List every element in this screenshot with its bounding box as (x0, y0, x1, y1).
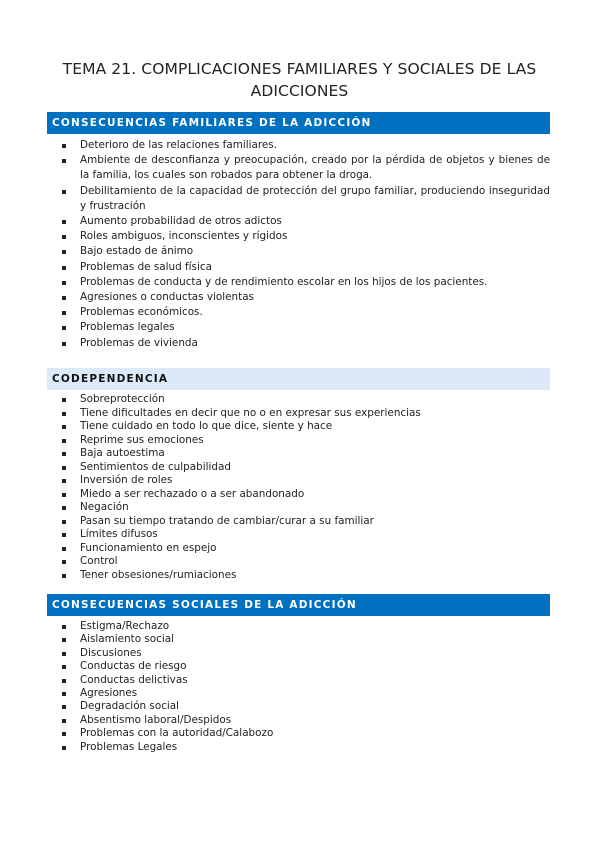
list-item: Problemas con la autoridad/Calabozo (58, 727, 550, 740)
bullet-icon (62, 190, 66, 194)
bullet-icon (62, 493, 66, 497)
list-item: Tener obsesiones/rumiaciones (58, 569, 550, 583)
list-item: Negación (58, 501, 550, 515)
list-item: Agresiones (58, 687, 550, 700)
list-item: Límites difusos (58, 528, 550, 542)
bullet-icon (62, 296, 66, 300)
list-item: Problemas legales (58, 320, 550, 335)
bullet-icon (62, 574, 66, 578)
bullet-icon (62, 250, 66, 254)
bullet-icon (62, 479, 66, 483)
list-item: Aislamiento social (58, 633, 550, 646)
list-item: Roles ambiguos, inconscientes y rígidos (58, 229, 550, 244)
bullet-icon (62, 719, 66, 723)
section-heading-social-consequences: CONSECUENCIAS SOCIALES DE LA ADICCIÓN (47, 594, 550, 616)
list-item: Discusiones (58, 647, 550, 660)
bullet-icon (62, 281, 66, 285)
codependency-list (58, 393, 550, 582)
list-item: Sentimientos de culpabilidad (58, 461, 550, 475)
section-heading-family-consequences: CONSECUENCIAS FAMILIARES DE LA ADICCIÓN (47, 112, 550, 134)
bullet-icon (62, 342, 66, 346)
bullet-icon (62, 144, 66, 148)
page-title: TEMA 21. COMPLICACIONES FAMILIARES Y SOCIALES DE LAS ADICCIONES (62, 60, 537, 100)
bullet-icon (62, 235, 66, 239)
list-item: Tiene dificultades en decir que no o en expresar sus experiencias (58, 407, 550, 421)
list-item: Pasan su tiempo tratando de cambiar/curar a su familiar (58, 515, 550, 529)
bullet-icon (62, 220, 66, 224)
list-item: Conductas de riesgo (58, 660, 550, 673)
list-item: Estigma/Rechazo (58, 620, 550, 633)
list-item: Baja autoestima (58, 447, 550, 461)
list-item: Funcionamiento en espejo (58, 542, 550, 556)
list-item: Miedo a ser rechazado o a ser abandonado (58, 488, 550, 502)
list-item: Absentismo laboral/Despidos (58, 714, 550, 727)
family-consequences-list (58, 138, 550, 351)
bullet-icon (62, 452, 66, 456)
list-item: Debilitamiento de la capacidad de protección del grupo familiar, produciendo inseguridad y frustración (58, 184, 550, 214)
bullet-icon (62, 398, 66, 402)
list-item: Degradación social (58, 700, 550, 713)
bullet-icon (62, 266, 66, 270)
bullet-icon (62, 311, 66, 315)
list-item: Inversión de roles (58, 474, 550, 488)
bullet-icon (62, 159, 66, 163)
list-item: Reprime sus emociones (58, 434, 550, 448)
section-heading-codependency: CODEPENDENCIA (47, 368, 550, 390)
list-item: Sobreprotección (58, 393, 550, 407)
bullet-icon (62, 547, 66, 551)
bullet-icon (62, 560, 66, 564)
list-item: Ambiente de desconfianza y preocupación, creado por la pérdida de objetos y bienes de la familia, los cuales son robados para obtener la droga. (58, 153, 550, 183)
list-item: Deterioro de las relaciones familiares. (58, 138, 550, 153)
bullet-icon (62, 746, 66, 750)
list-item: Problemas de salud física (58, 260, 550, 275)
bullet-icon (62, 326, 66, 330)
list-item: Problemas Legales (58, 741, 550, 754)
list-item: Problemas de vivienda (58, 336, 550, 351)
social-consequences-list (58, 620, 550, 754)
list-item: Control (58, 555, 550, 569)
list-item: Tiene cuidado en todo lo que dice, siente y hace (58, 420, 550, 434)
list-item: Problemas de conducta y de rendimiento escolar en los hijos de los pacientes. (58, 275, 550, 290)
bullet-icon (62, 679, 66, 683)
bullet-icon (62, 439, 66, 443)
list-item: Problemas económicos. (58, 305, 550, 320)
bullet-icon (62, 732, 66, 736)
bullet-icon (62, 412, 66, 416)
list-item: Bajo estado de ánimo (58, 244, 550, 259)
bullet-icon (62, 652, 66, 656)
bullet-icon (62, 625, 66, 629)
bullet-icon (62, 665, 66, 669)
list-item: Agresiones o conductas violentas (58, 290, 550, 305)
bullet-icon (62, 466, 66, 470)
bullet-icon (62, 638, 66, 642)
bullet-icon (62, 506, 66, 510)
bullet-icon (62, 692, 66, 696)
list-item: Aumento probabilidad de otros adictos (58, 214, 550, 229)
list-item: Conductas delictivas (58, 674, 550, 687)
bullet-icon (62, 705, 66, 709)
bullet-icon (62, 533, 66, 537)
bullet-icon (62, 425, 66, 429)
bullet-icon (62, 520, 66, 524)
